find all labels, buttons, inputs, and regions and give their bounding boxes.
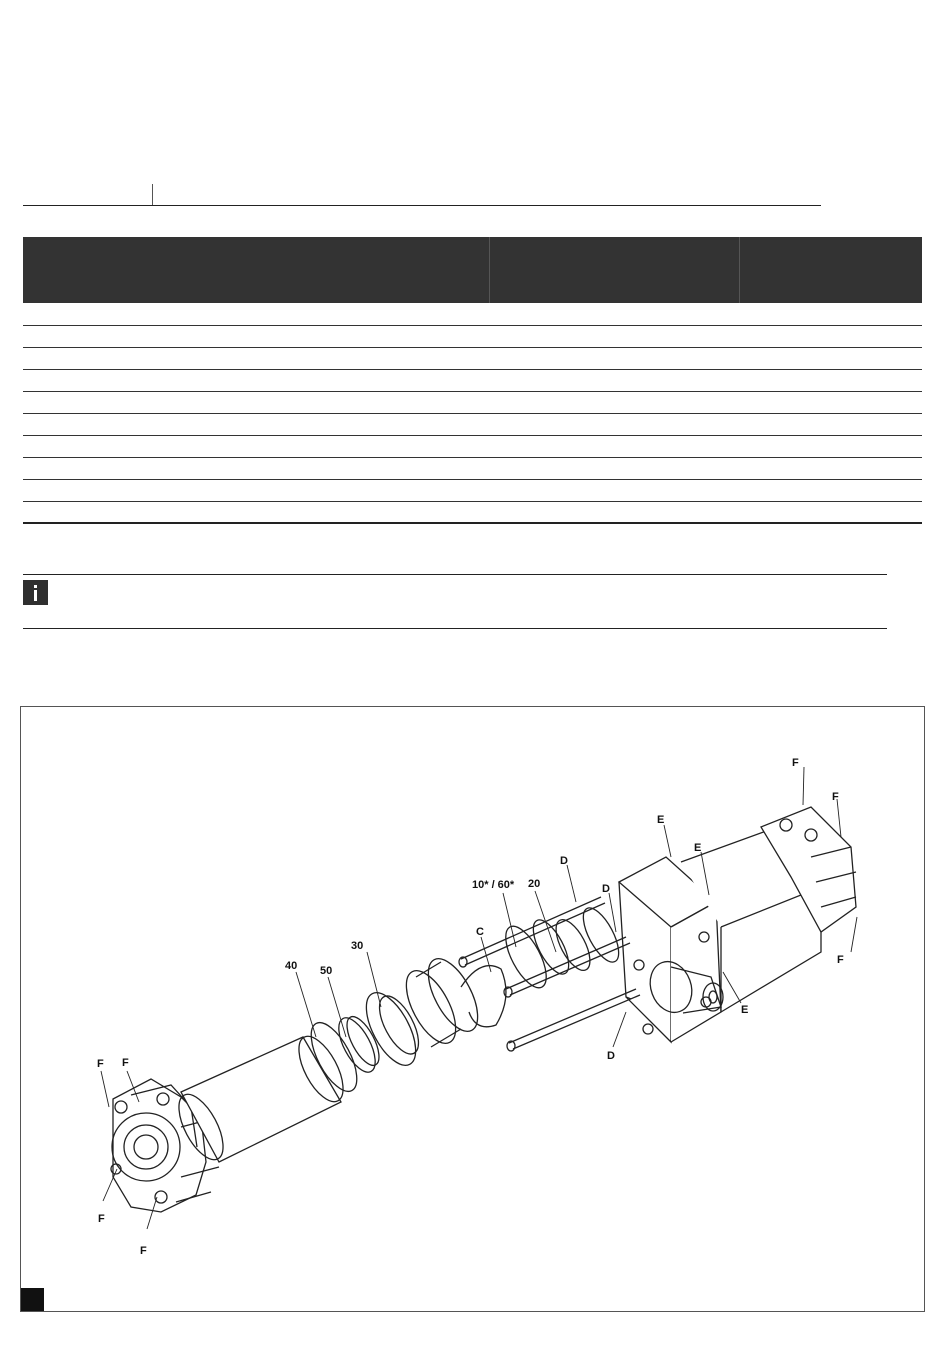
table-row [23,348,922,370]
piston [396,951,487,1051]
callout-d: D [607,1050,615,1062]
info-icon [23,580,48,605]
table-row [23,303,922,326]
callout-f: F [832,791,839,803]
table-row [23,480,922,502]
table-row [23,392,922,414]
callout-part-10-60: 10* / 60* [472,879,515,891]
callout-e: E [741,1004,749,1016]
table-row [23,414,922,436]
callout-f: F [97,1058,104,1070]
bearing-20 [549,915,596,976]
table-header-col-2 [490,237,740,303]
table-header [23,237,922,303]
callout-f: F [837,954,844,966]
table-row [23,326,922,348]
exploded-view-figure [20,706,925,1312]
callout-part-20: 20 [528,878,541,890]
callout-d: D [602,883,610,895]
callout-f: F [792,757,799,769]
tie-rods [459,897,640,1051]
header-divider-tick [152,184,153,206]
callout-f: F [122,1057,129,1069]
callout-part-40: 40 [285,960,298,972]
piston-seal-30 [356,985,426,1073]
header-rule [23,205,821,206]
figure-corner-marker [21,1288,44,1311]
callout-e: E [694,842,702,854]
bearing-10-60 [498,920,555,993]
parts-table [23,237,922,524]
callout-d: D [560,855,568,867]
table-header-col-3 [740,237,922,303]
table-row [23,458,922,480]
callout-e: E [657,814,665,826]
table-row [23,436,922,458]
split-ring [461,966,506,1027]
table-row [23,370,922,392]
table-row [23,502,922,524]
note-rule-bottom [23,628,887,629]
callout-c: C [476,926,484,938]
callout-f: F [140,1245,147,1257]
callout-f: F [98,1213,105,1225]
callout-part-30: 30 [351,940,364,952]
table-header-col-1 [23,237,490,303]
note-rule-top [23,574,887,575]
seal-50 [331,1012,385,1078]
exploded-assembly-drawing [21,707,924,1311]
callout-part-50: 50 [320,965,333,977]
